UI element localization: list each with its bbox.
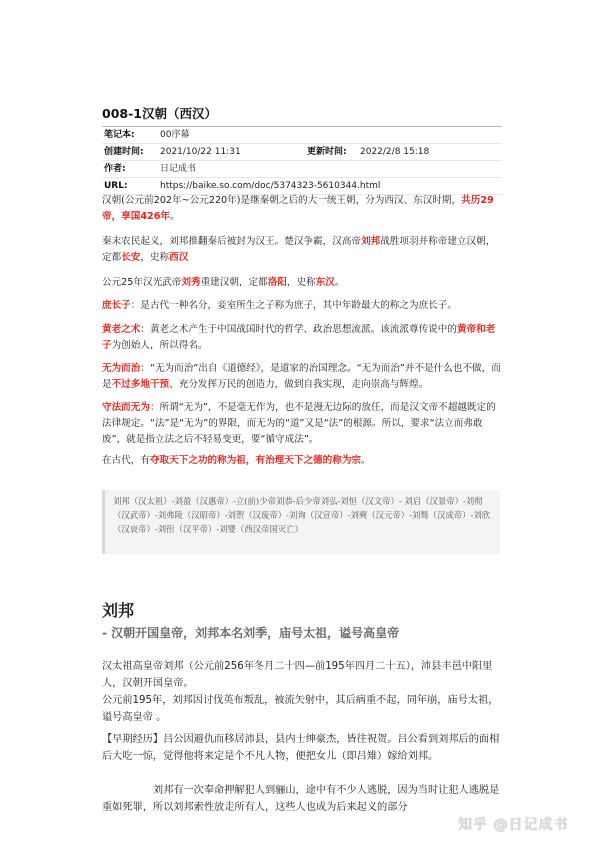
zhihu-watermark: 知乎 @日记成书 bbox=[458, 817, 569, 833]
paragraph-zu-zong: 在古代，有夺取天下之功的称为祖，有治理天下之德的称为宗。 bbox=[102, 455, 371, 466]
meta-row-author bbox=[102, 161, 502, 178]
paragraph-eldest-son: 庶长子：是古代一种名分，妾室所生之子称为庶子，其中年龄最大的称之为庶长子。 bbox=[102, 300, 457, 311]
paragraph-liubang-intro: 汉太祖高皇帝刘邦（公元前256年冬月二十四—前195年四月二十五），沛县丰邑中阳里人，汉朝开国皇帝。 bbox=[102, 661, 493, 689]
emperor-lineage-quote: 刘邦（汉太祖）-刘盈（汉惠帝）-立(前)少帝刘恭-后少帝刘弘-刘恒（汉文帝）- 刘启（汉景帝）-刘彻（汉武帝）-刘弗陵（汉昭帝）-刘贺（汉废帝）-刘询（汉宣帝）-刘奭（汉元帝）-刘骜（汉成帝）-刘欣（汉哀帝）-刘衎（汉平帝）-刘婴（西汉帝国灭亡） bbox=[102, 490, 500, 554]
note-meta-table bbox=[102, 126, 502, 195]
paragraph-early-life: 【早期经历】吕公因避仇而移居沛县，县内士绅豪杰，皆往祝贺。吕公看到刘邦后的面相后大吃一惊，觉得他将来定是个不凡人物，便把女儿（即吕雉）嫁给刘邦。 bbox=[102, 734, 500, 762]
paragraph-law: 守法而无为：所谓“无为”，不是毫无作为，也不是漫无边际的放任，而是汉文帝不超越既定的法律规定。“法”是“无为”的界限，而无为的“道”又是“法”的根源。所以，要求“法立而弗敢废”，就是指立法之后不轻易变更，要“循守成法”。 bbox=[102, 402, 496, 445]
paragraph-huanglao: 黄老之术：黄老之术产生于中国战国时代的哲学、政治思想流派。该流派尊传说中的黄帝和老子为创始人，所以得名。 bbox=[102, 324, 496, 351]
paragraph-intro: 汉朝(公元前202年~公元220年)是继秦朝之后的大一统王朝，分为西汉、东汉时期，共历29帝，享国426年。 bbox=[102, 195, 494, 222]
section-subheading: - 汉朝开国皇帝，刘邦本名刘季，庙号太祖，谥号高皇帝 bbox=[102, 626, 400, 640]
section-heading: 刘邦 bbox=[102, 601, 135, 620]
paragraph-wuwei: 无为而治：“无为而治”出自《道德经》，是道家的治国理念。“无为而治”并不是什么也不做，而是不过多地干预、充分发挥万民的创造力，做到自我实现，走向崇高与辉煌。 bbox=[102, 363, 501, 390]
updated-label: 更新时间: bbox=[307, 147, 347, 157]
paragraph-eastern-han: 公元25年汉光武帝刘秀重建汉朝，定都洛阳，史称东汉。 bbox=[102, 277, 345, 288]
notebook-label: 笔记本: bbox=[104, 130, 135, 140]
meta-row-notebook bbox=[102, 127, 502, 144]
created-value: 2021/10/22 11:31 bbox=[160, 147, 241, 157]
paragraph-western-han: 秦末农民起义，刘邦推翻秦后被封为汉王。楚汉争霸，汉高帝刘邦战胜项羽并称帝建立汉朝，定都长安，史称西汉 bbox=[102, 236, 496, 263]
meta-row-times bbox=[102, 144, 502, 161]
author-value: 日记成书 bbox=[160, 164, 197, 174]
url-label: URL: bbox=[104, 181, 128, 191]
created-label: 创建时间: bbox=[104, 147, 144, 157]
paragraph-lishan: 刘邦有一次奉命押解犯人到骊山，途中有不少人逃脱，因为当时让犯人逃脱是重如死罪，所以刘邦索性放走所有人，这些人也成为后来起义的部分 bbox=[102, 785, 500, 813]
updated-value: 2022/2/8 15:18 bbox=[360, 147, 430, 157]
author-label: 作者: bbox=[104, 164, 126, 174]
note-title: 008-1汉朝（西汉） bbox=[102, 106, 217, 121]
paragraph-liubang-death: 公元前195年，刘邦因讨伐英布叛乱，被流矢射中，其后病重不起，同年崩，庙号太祖，谥号高皇帝 。 bbox=[102, 695, 499, 723]
notebook-value: 00序幕 bbox=[160, 130, 190, 140]
url-link[interactable]: https://baike.so.com/doc/5374323-5610344.html bbox=[160, 181, 381, 191]
